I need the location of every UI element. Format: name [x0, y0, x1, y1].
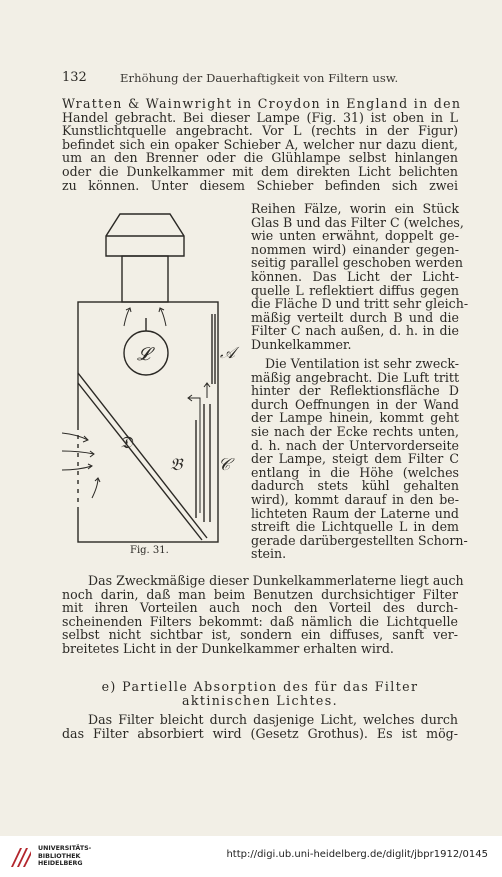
text-line: durch Oeffnungen in der Wand — [251, 396, 459, 412]
text-line: selbst nicht sichtbar ist, sondern ein diffuses, sanft ver- — [62, 627, 458, 643]
reflecting-surface-line-2 — [78, 383, 202, 540]
text-line: wird), kommt darauf in den be- — [251, 491, 459, 507]
text-line: sie nach der Ecke rechts unten, — [251, 423, 459, 439]
text-line: nommen wird) einander gegen- — [251, 241, 459, 257]
text-line: Filter C nach außen, d. h. in die — [251, 323, 459, 339]
text-line: seitig parallel geschoben werden — [251, 255, 463, 271]
text-line: Kunstlichtquelle angebracht. Vor L (rechts in der Figur) — [62, 123, 458, 139]
text-line: Dunkelkammer. — [251, 336, 352, 352]
text-line: mäßig verteilt durch B und die — [251, 309, 459, 325]
text-line: breitetes Licht in der Dunkelkammer erhalten wird. — [62, 640, 394, 656]
text-line: wie unten erwähnt, doppelt ge- — [251, 228, 459, 244]
label-l: 𝓛 — [137, 344, 151, 365]
text-line: mäßig angebracht. Die Luft tritt — [251, 369, 459, 385]
text-line: lichteten Raum der Laterne und — [251, 505, 459, 521]
digitization-footer — [0, 836, 502, 877]
paragraph-3 — [62, 573, 464, 656]
section-heading — [62, 680, 458, 708]
label-d: 𝔇 — [120, 433, 133, 453]
section-heading-line: aktinischen Lichtes. — [181, 693, 339, 708]
paragraph-4 — [62, 713, 458, 740]
text-line: zu können. Unter diesem Schieber befinden sich zwei — [62, 177, 458, 193]
text-line: der Lampe hinein, kommt geht — [251, 410, 459, 426]
airflow-arrows — [62, 308, 210, 513]
text-line: Die Ventilation ist sehr zweck- — [265, 356, 459, 371]
text-line: Reihen Fälze, worin ein Stück — [251, 201, 459, 216]
text-line: Wratten & Wainwright in Croydon in England in den — [62, 96, 462, 111]
text-line: Glas B und das Filter C (welches, — [251, 214, 464, 230]
paragraph-1-continued — [251, 201, 469, 352]
text-line: das Filter absorbiert wird (Gesetz Grothus). Es ist mög- — [62, 725, 458, 741]
label-c: 𝒞 — [218, 455, 231, 475]
text-line: der Lampe, steigt dem Filter C — [251, 451, 459, 467]
running-title: Erhöhung der Dauerhaftigkeit von Filtern usw. — [120, 71, 399, 85]
text-line: Das Filter bleicht durch dasjenige Licht, welches durch — [88, 712, 458, 727]
text-line: oder die Dunkelkammer mit dem direkten Licht belichten — [62, 163, 458, 179]
lamp-body — [78, 302, 218, 542]
text-line: gerade darübergestellten Schorn- — [251, 532, 468, 548]
text-line: d. h. nach der Untervorderseite — [251, 437, 459, 453]
text-line: stein. — [251, 546, 287, 562]
label-a: 𝒜 — [220, 343, 236, 362]
chimney-neck — [122, 256, 168, 302]
text-line: streift die Lichtquelle L in dem — [251, 519, 459, 535]
section-heading-line: e) Partielle Absorption des für das Filter — [101, 679, 419, 694]
paragraph-1 — [62, 96, 462, 193]
page-number: 132 — [62, 70, 87, 85]
library-name: UNIVERSITÄTS- BIBLIOTHEK HEIDELBERG — [38, 845, 92, 867]
library-logo-icon — [8, 844, 34, 870]
chimney-cap — [106, 214, 184, 256]
text-line: können. Das Licht der Licht- — [251, 268, 459, 284]
text-line: entlang in die Höhe (welches — [251, 464, 459, 480]
text-line: noch darin, daß man beim Benutzen durchsichtiger Filter — [62, 586, 458, 602]
text-line: hinter der Reflektionsfläche D — [251, 383, 459, 399]
figure-caption: Fig. 31. — [130, 545, 169, 556]
text-line: scheinenden Filters bekommt: daß nämlich die Lichtquelle — [62, 613, 458, 629]
text-line: dadurch stets kühl gehalten — [251, 478, 459, 494]
source-url[interactable]: http://digi.ub.uni-heidelberg.de/diglit/jbpr1912/0145 — [226, 849, 488, 860]
text-line: um an den Brenner oder die Glühlampe selbst hinlangen — [62, 150, 458, 166]
text-line: Das Zweckmäßige dieser Dunkelkammerlaterne liegt auch — [88, 573, 464, 588]
text-line: die Fläche D und tritt sehr gleich- — [251, 296, 469, 312]
text-line: mit ihren Vorteilen auch noch den Vorteil des durch- — [62, 600, 458, 616]
text-line: Handel gebracht. Bei dieser Lampe (Fig. 31) ist oben in L — [62, 109, 458, 125]
label-b: 𝔅 — [170, 455, 183, 475]
text-line: befindet sich ein opaker Schieber A, welcher nur dazu dient, — [62, 136, 458, 152]
text-line: quelle L reflektiert diffus gegen — [251, 282, 459, 298]
paragraph-2 — [251, 356, 468, 562]
lamp-figure — [62, 208, 242, 568]
lamp-diagram — [62, 208, 242, 568]
